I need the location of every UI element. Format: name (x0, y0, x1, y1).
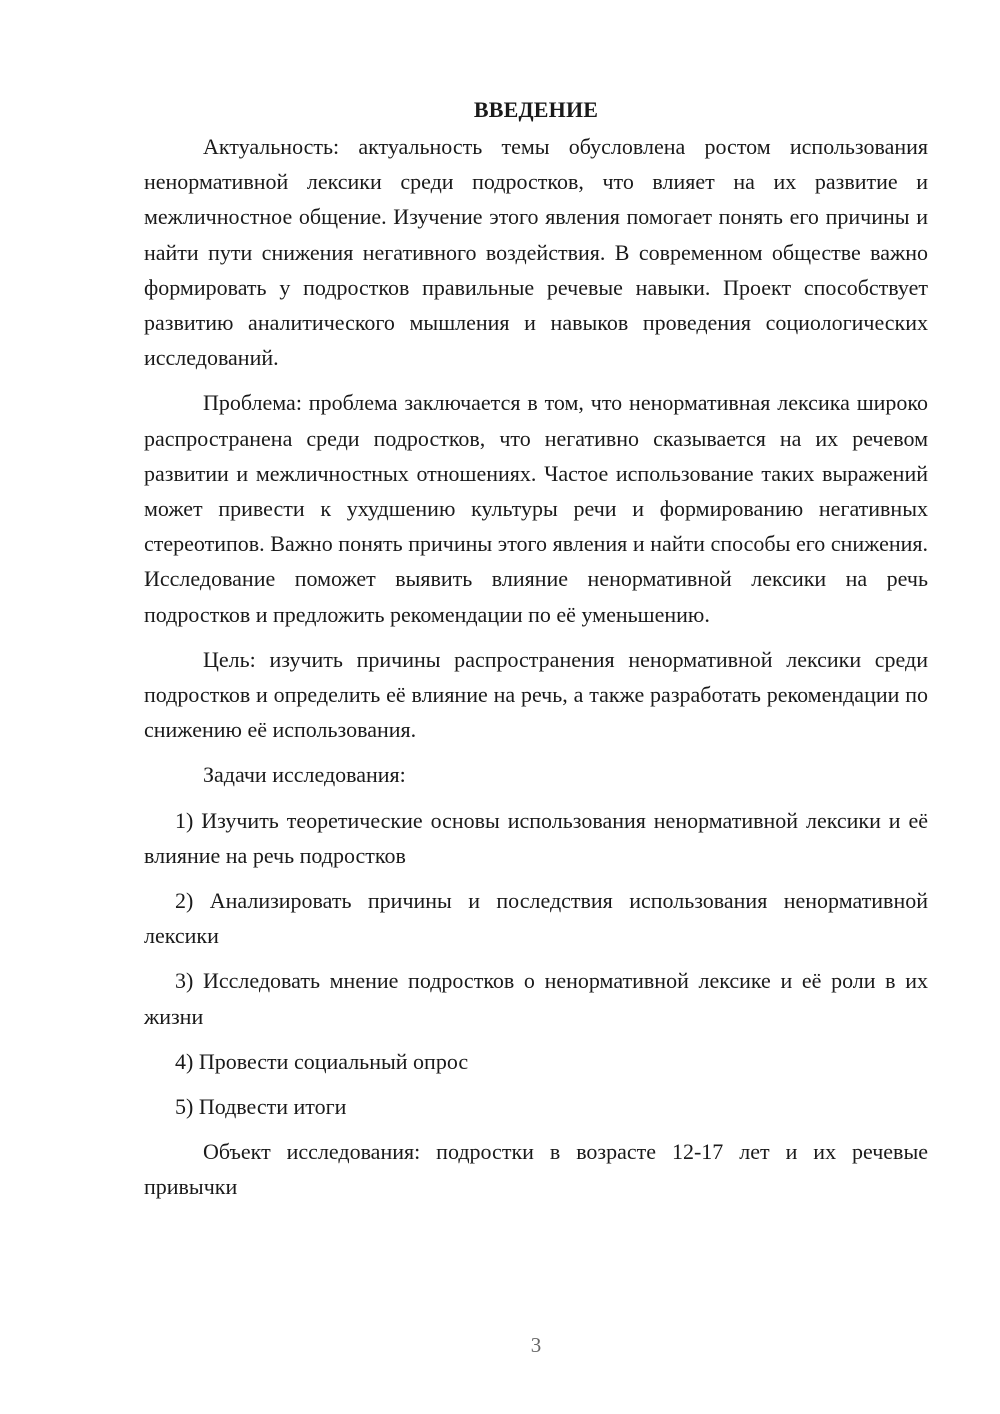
task-item: 3) Исследовать мнение подростков о ненормативной лексике и её роли в их жизни (144, 968, 928, 1029)
task-item: 2) Анализировать причины и последствия использования ненормативной лексики (144, 888, 928, 949)
section-title: ВВЕДЕНИЕ (473, 97, 599, 122)
relevance-paragraph: Актуальность: актуальность темы обусловлена ростом использования ненормативной лексики среди подростков, что влияет на их развитие и межличностное общение. Изучение этого явления помогает понять его причины и найти пути снижения негативного воздействия. В современном обществе важно формировать у подростков правильные речевые навыки. Проект способствует развитию аналитического мышления и навыков проведения социологических исследований. (144, 134, 928, 371)
task-item: 5) Подвести итоги (175, 1094, 347, 1120)
task-item: 1) Изучить теоретические основы использования ненормативной лексики и её влияние на речь подростков (144, 807, 928, 868)
goal-paragraph: Цель: изучить причины распространения ненормативной лексики среди подростков и определить её влияние на речь, а также разработать рекомендации по снижению её использования. (144, 646, 928, 743)
page-number: 3 (530, 1333, 542, 1357)
problem-paragraph: Проблема: проблема заключается в том, что ненормативная лексика широко распространена среди подростков, что негативно сказывается на их речевом развитии и межличностных отношениях. Частое использование таких выражений может привести к ухудшению культуры речи и формированию негативных стереотипов. Важно понять причины этого явления и найти способы его снижения. Исследование поможет выявить влияние ненормативной лексики на речь подростков и предложить рекомендации по её уменьшению. (144, 390, 928, 627)
document-page (144, 92, 928, 1215)
research-object-paragraph: Объект исследования: подростки в возрасте 12-17 лет и их речевые привычки (144, 1139, 928, 1200)
task-item: 4) Провести социальный опрос (175, 1048, 469, 1074)
tasks-heading: Задачи исследования: (203, 762, 406, 788)
